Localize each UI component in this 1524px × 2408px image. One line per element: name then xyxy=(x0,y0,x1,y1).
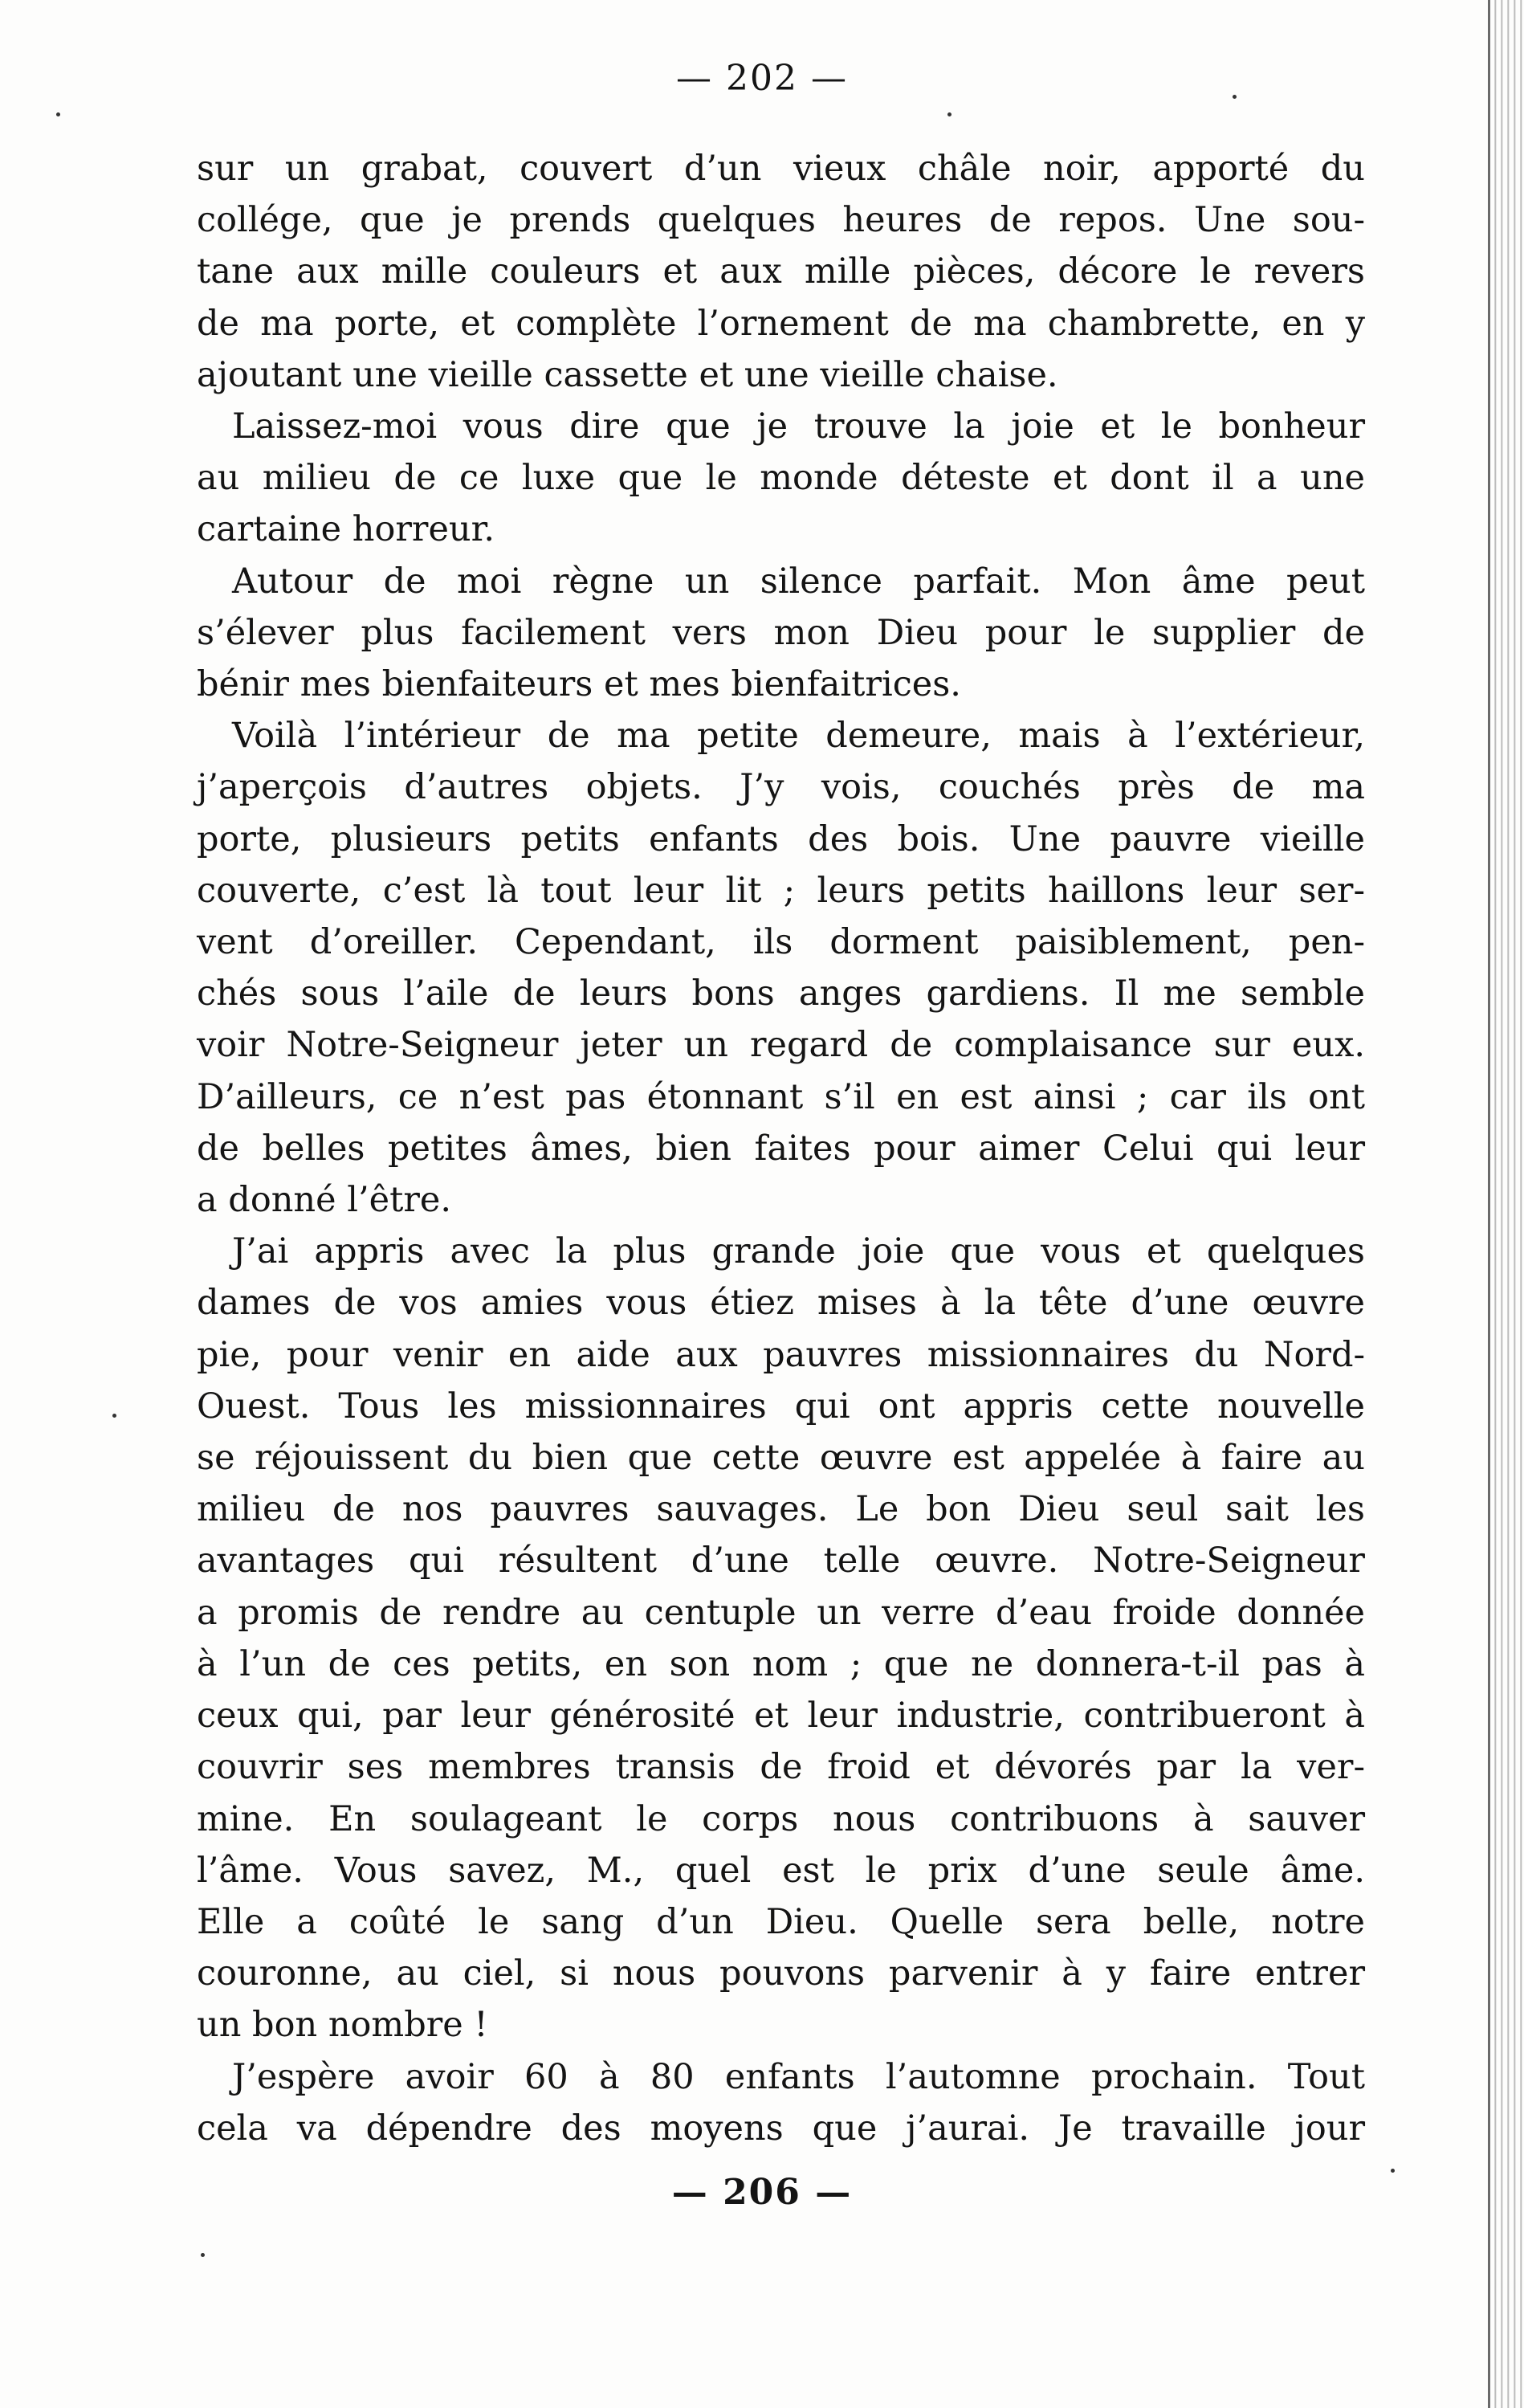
text-line: vent d’oreiller. Cependant, ils dorment paisiblement, pen- xyxy=(197,922,1365,963)
text-line: l’âme. Vous savez, M., quel est le prix d’une seule âme. xyxy=(197,1850,1365,1891)
print-speck xyxy=(56,112,60,116)
text-line: chés sous l’aile de leurs bons anges gardiens. Il me semble xyxy=(197,973,1365,1014)
text-line: s’élever plus facilement vers mon Dieu pour le supplier de xyxy=(197,612,1365,653)
text-line: ajoutant une vieille cassette et une vieille chaise. xyxy=(197,354,1058,395)
text-line: D’ailleurs, ce n’est pas étonnant s’il en est ainsi ; car ils ont xyxy=(197,1076,1365,1117)
text-line: a promis de rendre au centuple un verre d’eau froide donnée xyxy=(197,1592,1365,1633)
text-line: J’espère avoir 60 à 80 enfants l’automne prochain. Tout xyxy=(232,2056,1365,2097)
text-line: cartaine horreur. xyxy=(197,509,495,550)
body-text xyxy=(197,143,1365,2154)
text-line: avantages qui résultent d’une telle œuvre. Notre-Seigneur xyxy=(197,1541,1365,1582)
text-line: mine. En soulageant le corps nous contribuons à sauver xyxy=(197,1798,1365,1839)
text-line: collége, que je prends quelques heures de repos. Une sou- xyxy=(197,200,1365,241)
text-line: un bon nombre ! xyxy=(197,2005,488,2046)
footer-page-number: — 206 — xyxy=(671,2172,853,2213)
text-line: Ouest. Tous les missionnaires qui ont appris cette nouvelle xyxy=(197,1386,1365,1426)
print-speck xyxy=(112,1414,116,1418)
text-line: couvrir ses membres transis de froid et dévorés par la ver- xyxy=(197,1747,1365,1788)
text-line: a donné l’être. xyxy=(197,1180,452,1221)
print-speck xyxy=(201,2253,205,2257)
text-line: Laissez-moi vous dire que je trouve la joie et le bonheur xyxy=(232,406,1365,447)
text-line: Elle a coûté le sang d’un Dieu. Quelle sera belle, notre xyxy=(197,1901,1365,1942)
text-line: bénir mes bienfaiteurs et mes bienfaitrices. xyxy=(197,664,961,705)
text-line: couverte, c’est là tout leur lit ; leurs petits haillons leur ser- xyxy=(197,870,1365,911)
text-line: j’aperçois d’autres objets. J’y vois, couchés près de ma xyxy=(197,767,1365,808)
text-line: tane aux mille couleurs et aux mille pièces, décore le revers xyxy=(197,251,1365,292)
print-speck xyxy=(947,112,951,116)
text-line: cela va dépendre des moyens que j’aurai. Je travaille jour xyxy=(197,2108,1365,2149)
text-line: à l’un de ces petits, en son nom ; que ne donnera-t-il pas à xyxy=(197,1643,1365,1684)
text-line: dames de vos amies vous étiez mises à la tête d’une œuvre xyxy=(197,1283,1365,1324)
header-page-number: — 202 — xyxy=(676,58,848,99)
print-speck xyxy=(1391,2169,1395,2173)
text-line: de ma porte, et complète l’ornement de ma chambrette, en y xyxy=(197,303,1365,344)
text-line: Voilà l’intérieur de ma petite demeure, mais à l’extérieur, xyxy=(232,716,1365,757)
text-line: se réjouissent du bien que cette œuvre est appelée à faire au xyxy=(197,1438,1365,1479)
text-line: Autour de moi règne un silence parfait. Mon âme peut xyxy=(232,561,1365,602)
text-line: voir Notre-Seigneur jeter un regard de complaisance sur eux. xyxy=(197,1025,1365,1066)
print-speck xyxy=(1233,95,1237,99)
text-line: sur un grabat, couvert d’un vieux châle noir, apporté du xyxy=(197,149,1365,189)
text-line: pie, pour venir en aide aux pauvres missionnaires du Nord- xyxy=(197,1334,1365,1375)
text-line: milieu de nos pauvres sauvages. Le bon Dieu seul sait les xyxy=(197,1489,1365,1530)
text-line: ceux qui, par leur générosité et leur industrie, contribueront à xyxy=(197,1696,1365,1737)
text-line: au milieu de ce luxe que le monde déteste et dont il a une xyxy=(197,458,1365,499)
text-line: de belles petites âmes, bien faites pour aimer Celui qui leur xyxy=(197,1128,1365,1169)
text-line: couronne, au ciel, si nous pouvons parvenir à y faire entrer xyxy=(197,1953,1365,1994)
page-binding-edge xyxy=(1488,0,1524,2408)
text-line: porte, plusieurs petits enfants des bois. Une pauvre vieille xyxy=(197,818,1365,859)
text-line: J’ai appris avec la plus grande joie que vous et quelques xyxy=(232,1231,1365,1272)
